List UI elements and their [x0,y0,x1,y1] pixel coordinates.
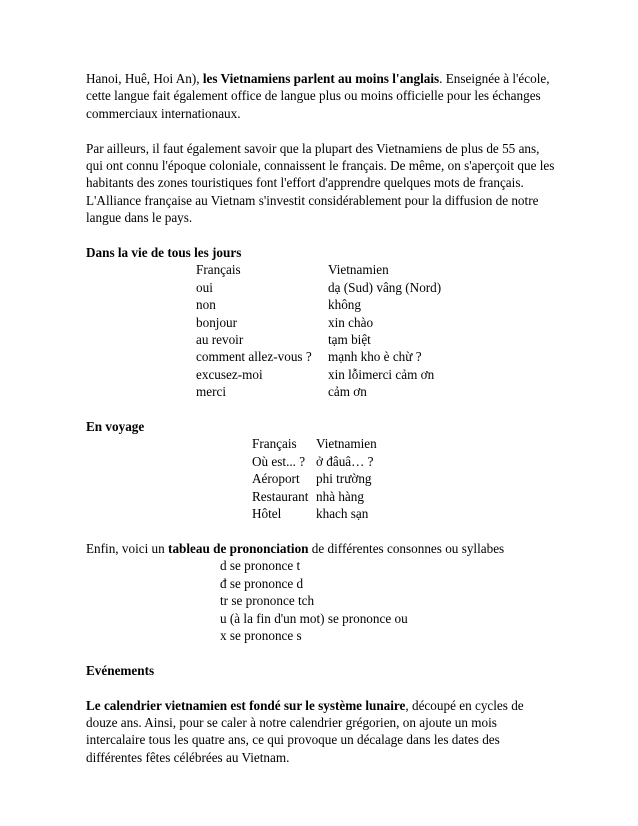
pronunciation-intro: Enfin, voici un tableau de prononciation de différentes consonnes ou syllabes [86,540,505,556]
travel-heading: En voyage [86,419,145,435]
header-french: Français [196,262,241,278]
pronunciation-bold-text: tableau de prononciation [168,540,309,556]
paragraph-french-speakers: Par ailleurs, il faut également savoir que la plupart des Vietnamiens de plus de 55 ans, qui ont connu l'époque coloniale, connaissent le français. De même, on s'aperçoit que les habitants des zones touristiques font l'effort d'apprendre quelques mots de français. L'Alliance française au Vietnam s'investit considérablement pour la diffusion de notre langue dans le pays. [86,140,555,226]
table-row: bonjour xin chào [196,314,374,330]
header-french: Français [252,436,297,452]
table-header-row [196,261,441,278]
list-item: đ se prononce d [220,575,304,591]
intro-paragraph: Hanoi, Huê, Hoi An), les Vietnamiens parlent au moins l'anglais. Enseignée à l'école, cette langue fait également office de langue plus ou moins officielle pour les échanges commerciaux internationaux. [86,71,550,121]
table-row: Aéroport phi trường [252,471,372,487]
events-paragraph: Le calendrier vietnamien est fondé sur le système lunaire, découpé en cycles de douze ans. Ainsi, pour se caler à notre calendrier grégorien, on ajoute un mois intercalaire tous les quatre ans, ce qui provoque un décalage dans les dates des différentes fêtes célébrées au Vietnam. [86,697,524,765]
list-item: d se prononce t [220,558,301,574]
document-page [86,70,556,766]
table-row: excusez-moi xin lỗimerci cảm ơn [196,366,435,382]
list-item: tr se prononce tch [220,593,315,609]
header-vietnamese: Vietnamien [328,262,389,278]
table-row: oui dạ (Sud) vâng (Nord) [196,279,442,295]
table-row: comment allez-vous ? mạnh kho è chừ ? [196,349,422,365]
intro-bold-text: les Vietnamiens parlent au moins l'anglais [202,71,440,86]
table-row: Hôtel khach sạn [252,506,369,522]
table-row: merci cảm ơn [196,384,367,400]
daily-life-heading: Dans la vie de tous les jours [86,245,242,261]
table-row: au revoir tạm biệt [196,332,371,348]
table-row: Où est... ? ở đâuâ… ? [252,453,374,469]
events-bold-text: Le calendrier vietnamien est fondé sur le système lunaire [86,697,406,713]
table-row: Restaurant nhà hàng [252,488,364,504]
list-item: u (à la fin d'un mot) se prononce ou [220,610,408,626]
events-heading: Evénements [86,662,155,678]
header-vietnamese: Vietnamien [316,436,377,452]
table-row: non không [196,297,361,313]
pronunciation-list [220,557,556,644]
table-header-row [252,435,377,452]
daily-vocab-table [196,261,441,400]
list-item: x se prononce s [220,627,302,643]
travel-vocab-table [252,435,377,522]
